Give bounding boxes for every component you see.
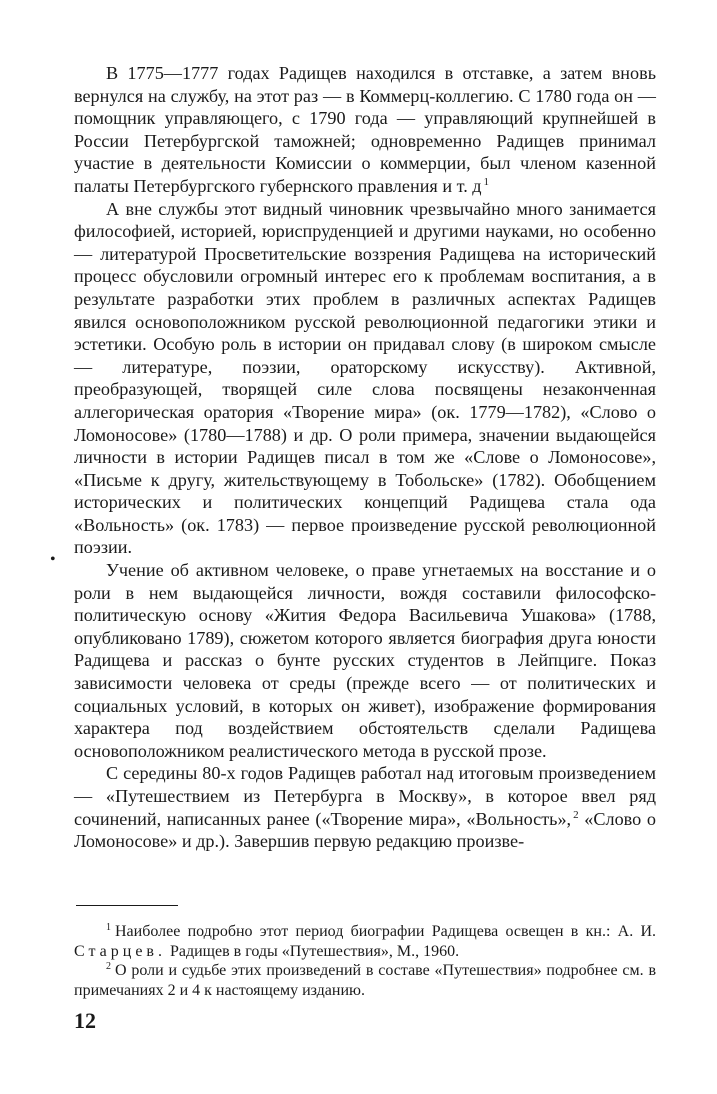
main-text <box>74 62 656 853</box>
paragraph-4-text: С середины 80-х годов Радищев работал над итоговым произведением — «Путешествием из Петербурга в Москву», в которое ввел ряд сочинений, написанных ранее («Творение мира», «Вольность», <box>74 763 656 829</box>
footnote-1-number: 1 <box>106 921 111 933</box>
margin-bullet: • <box>50 551 56 568</box>
paragraph-2 <box>74 198 656 560</box>
footnote-1-text-before: Наиболее подробно этот период биографии Радищева освещен в кн.: А. И. <box>115 923 656 940</box>
paragraph-3 <box>74 559 656 762</box>
paragraph-2-text: А вне службы этот видный чиновник чрезвычайно много занимается философией, историей, юриспруденцией и другими науками, но особенно — литературой Просветительские воззрения Радищева на исторический процесс обусловили огромный интерес его к проблемам воспитания, а в результате разработки этих проблем в различных аспектах Радищев явился основоположником русской революционной педагогики этики и эстетики. Особую роль в истории он придавал слову (в широком смысле — литературе, поэзии, ораторскому искусству). Активной, преобразующей, творящей силе слова посвящены незаконченная аллегорическая оратория «Творение мира» (ок. 1779—1782), «Слово о Ломоносове» (1780—1788) и др. О роли примера, значении выдающейся личности в истории Радищев писал в том же «Слове о Ломоносове», «Письме к другу, жительствующему в Тобольске» (1782). Обобщением исторических и политических концепций Радищева стала ода «Вольность» (ок. 1783) — первое произведение русской революционной поэзии. <box>74 198 656 558</box>
footnote-divider <box>76 905 178 906</box>
footnotes <box>74 922 656 1000</box>
paragraph-1 <box>74 62 656 198</box>
footnote-1 <box>74 922 656 961</box>
paragraph-4 <box>74 762 656 852</box>
footnote-2 <box>74 961 656 1000</box>
footnote-1-author: Старцев. <box>74 942 166 960</box>
footnote-2-text: О роли и судьбе этих произведений в составе «Путешествия» подробнее см. в примечаниях 2 и 4 к настоящему изданию. <box>74 962 656 999</box>
paragraph-4-continuation: «Слово о Ломоносове» и др.). Завершив первую редакцию произве- <box>74 808 657 852</box>
footnote-ref-1[interactable]: 1 <box>483 175 490 188</box>
footnote-1-text-after: Радищев в годы «Путешествия», М., 1960. <box>169 942 460 960</box>
footnote-2-number: 2 <box>106 960 111 972</box>
page-number: 12 <box>74 1008 96 1033</box>
paragraph-3-text: Учение об активном человеке, о праве угнетаемых на восстание и о роли в нем выдающейся личности, вождя составили философско-политическую основу «Жития Федора Васильевича Ушакова» (1788, опубликовано 1789), сюжетом которого является биография друга юности Радищева и рассказ о бунте русских студентов в Лейпциге. Показ зависимости человека от среды (прежде всего — от политических и социальных условий, в которых он живет), изображение формирования характера под воздействием обстоятельств сделали Радищева основоположником реалистического метода в русской прозе. <box>74 560 656 761</box>
paragraph-1-text: В 1775—1777 годах Радищев находился в отставке, а затем вновь вернулся на службу, на этот раз — в Коммерц-коллегию. С 1780 года он — помощник управляющего, с 1790 года — управляющий крупнейшей в России Петербургской таможней; одновременно Радищев принимал участие в деятельности Комиссии о коммерции, был членом казенной палаты Петербургского губернского правления и т. д <box>74 63 656 196</box>
footnote-ref-2[interactable]: 2 <box>573 808 579 821</box>
